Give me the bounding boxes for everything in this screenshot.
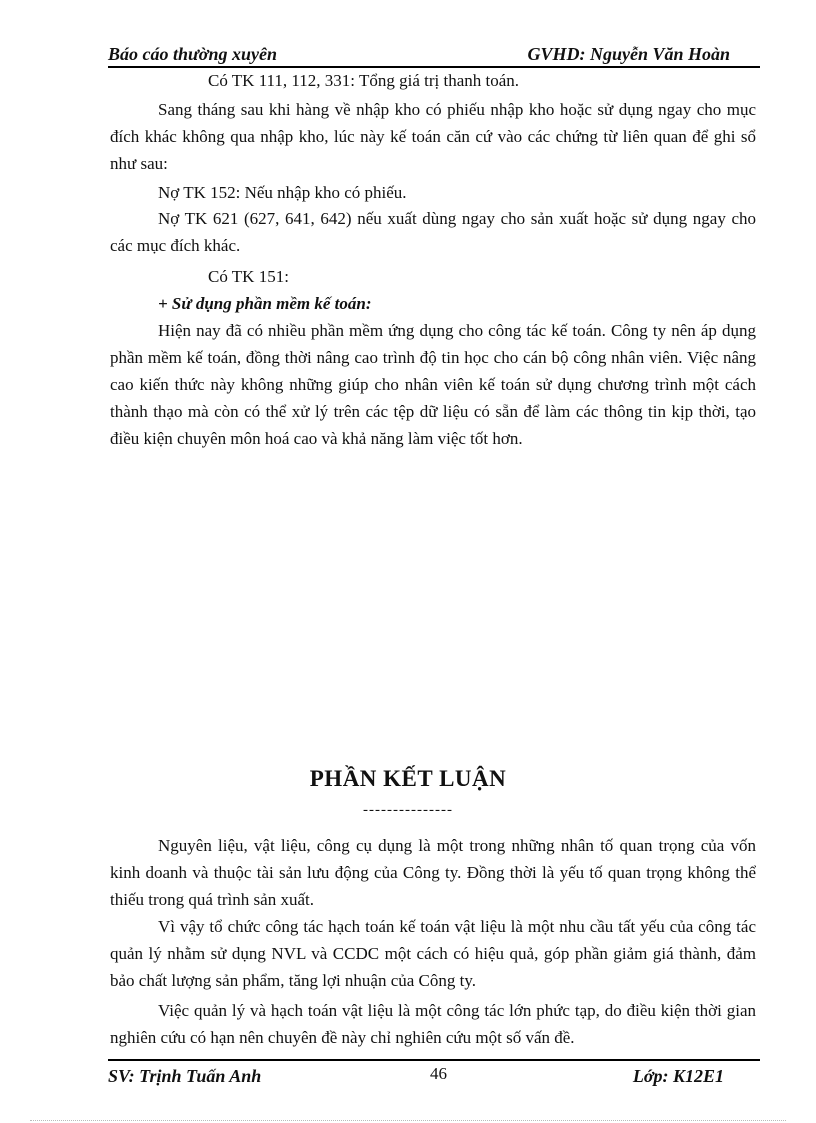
conclusion-paragraph-2: Vì vậy tổ chức công tác hạch toán kế toán vật liệu là một nhu cầu tất yếu của công tác quản lý nhằm sử dụng NVL và CCDC một cách có hiệu quả, góp phần giảm giá thành, đảm bảo chất lượng sản phẩm, tăng lợi nhuận của Công ty. — [110, 917, 756, 990]
footer-class: Lớp: K12E1 — [632, 1066, 724, 1086]
footer-student: SV: Trịnh Tuấn Anh — [108, 1066, 262, 1086]
conclusion-title: PHẦN KẾT LUẬN — [309, 766, 507, 791]
subheading-accounting-software: + Sử dụng phần mềm kế toán: — [158, 294, 372, 313]
header-supervisor: GVHD: Nguyễn Văn Hoàn — [527, 44, 730, 64]
paragraph-credit-tk111: Có TK 111, 112, 331: Tổng giá trị thanh toán. — [208, 71, 520, 90]
paragraph-debit-tk152: Nợ TK 152: Nếu nhập kho có phiếu. — [158, 183, 407, 202]
conclusion-paragraph-3: Việc quản lý và hạch toán vật liệu là một công tác lớn phức tạp, do điều kiện thời gian nghiên cứu có hạn nên chuyên đề này chỉ nghiên cứu một số vấn đề. — [110, 1001, 756, 1047]
page-edge — [30, 1120, 786, 1121]
title-separator: --------------- — [363, 802, 453, 818]
paragraph-software-recommendation: Hiện nay đã có nhiều phần mềm ứng dụng cho công tác kế toán. Công ty nên áp dụng phần mềm kế toán, đồng thời nâng cao trình độ tin học cho cán bộ công nhân viên. Việc nâng cao kiến thức này không những giúp cho nhân viên kế toán sử dụng chương trình một cách thành thạo mà còn có thể xử lý trên các tệp dữ liệu có sẵn để làm các thông tin kịp thời, tạo điều kiện chuyên môn hoá cao và khả năng làm việc tốt hơn. — [110, 321, 756, 448]
page-footer — [108, 1064, 760, 1090]
header-report-title: Báo cáo thường xuyên — [108, 44, 277, 64]
page-number: 46 — [430, 1064, 447, 1083]
paragraph-next-month: Sang tháng sau khi hàng về nhập kho có phiếu nhập kho hoặc sử dụng ngay cho mục đích khác không qua nhập kho, lúc này kế toán căn cứ vào các chứng từ liên quan để ghi sổ như sau: — [110, 100, 756, 173]
page-header — [108, 44, 760, 66]
footer-rule — [108, 1059, 760, 1061]
paragraph-debit-tk621: Nợ TK 621 (627, 641, 642) nếu xuất dùng ngay cho sản xuất hoặc sử dụng ngay cho các mục đích khác. — [110, 209, 756, 255]
paragraph-credit-tk151: Có TK 151: — [208, 267, 289, 286]
conclusion-paragraph-1: Nguyên liệu, vật liệu, công cụ dụng là một trong những nhân tố quan trọng của vốn kinh doanh và thuộc tài sản lưu động của Công ty. Đồng thời là yếu tố quan trọng không thể thiếu trong quá trình sản xuất. — [110, 836, 756, 909]
